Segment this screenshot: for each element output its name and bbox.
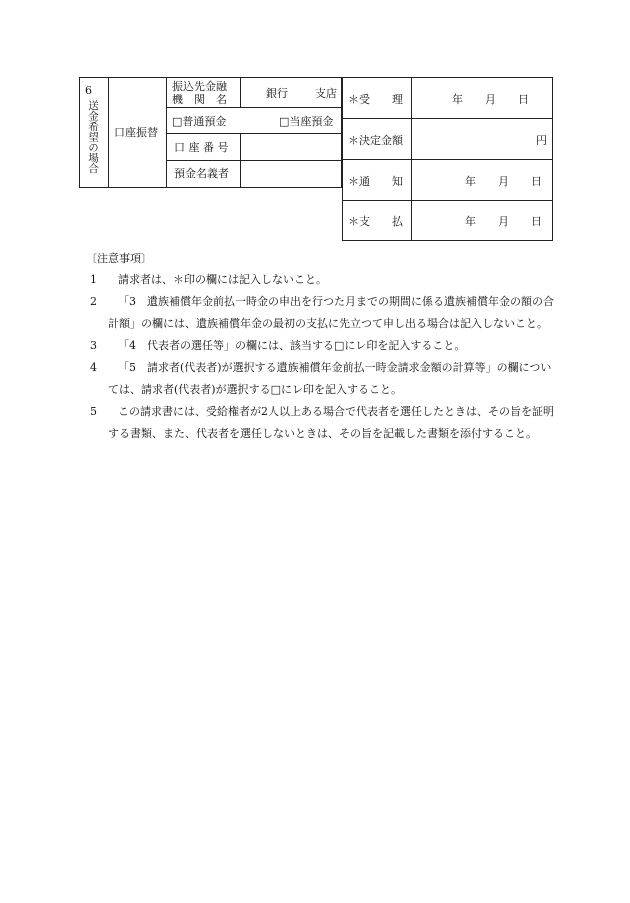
section-number: 6	[85, 84, 92, 97]
note-number: 5	[90, 405, 97, 418]
note-item	[86, 291, 556, 335]
method-label: 口座振替	[114, 126, 158, 139]
note-number: 1	[90, 273, 97, 286]
note-text: 請求者は、＊印の欄には記入しないこと。	[118, 273, 327, 286]
decision-amount-unit: 円	[536, 134, 547, 147]
receipt-date: 年 月 日	[452, 93, 529, 106]
ordinary-deposit-checkbox[interactable]: □普通預金	[172, 115, 227, 128]
bank-label-line1: 振込先金融	[172, 80, 227, 93]
table-divider	[166, 107, 342, 108]
note-item	[86, 335, 556, 357]
note-item	[86, 269, 556, 291]
notice-label: ＊通 知	[348, 175, 403, 188]
note-number: 4	[90, 361, 97, 374]
table-divider	[108, 77, 109, 188]
note-text: 「3 遺族補償年金前払一時金の申出を行つた月までの期間に係る遺族補償年金の額の合計額」の欄には、遺族補償年金の最初の支払に先立つて申し出る場合は記入しないこと。	[108, 295, 554, 330]
account-number-label: 口 座 番 号	[174, 141, 229, 154]
table-divider	[342, 200, 553, 201]
table-divider	[240, 77, 241, 108]
account-holder-label: 預金名義者	[174, 167, 229, 180]
receipt-label: ＊受 理	[348, 93, 403, 106]
table-divider	[166, 160, 342, 161]
section-title: 送金希望の場合	[87, 100, 99, 174]
decision-amount-label: ＊決定金額	[348, 134, 403, 147]
note-item	[86, 357, 556, 401]
current-deposit-checkbox[interactable]: □当座預金	[279, 115, 334, 128]
notes-section	[86, 249, 556, 445]
note-number: 3	[90, 339, 97, 352]
notice-date: 年 月 日	[465, 175, 542, 188]
note-number: 2	[90, 295, 97, 308]
table-divider	[342, 118, 553, 119]
note-text: 「4 代表者の選任等」の欄には、該当する□にレ印を記入すること。	[118, 339, 466, 352]
bank-field-branch[interactable]: 支店	[315, 87, 337, 100]
bank-field-bank[interactable]: 銀行	[266, 87, 288, 100]
table-divider	[342, 159, 553, 160]
bank-label-line2: 機 関 名	[172, 93, 227, 106]
note-item	[86, 401, 556, 445]
payment-date: 年 月 日	[465, 215, 542, 228]
payment-label: ＊支 払	[348, 215, 403, 228]
note-text: この請求書には、受給権者が2人以上ある場合で代表者を選任したときは、その旨を証明する書類、また、代表者を選任しないときは、その旨を記載した書類を添付すること。	[108, 405, 554, 440]
notes-title: 〔注意事項〕	[86, 252, 152, 265]
note-text: 「5 請求者(代表者)が選択する遺族補償年金前払一時金請求金額の計算等」の欄については、請求者(代表者)が選択する□にレ印を記入すること。	[108, 361, 552, 396]
table-divider	[166, 133, 342, 134]
